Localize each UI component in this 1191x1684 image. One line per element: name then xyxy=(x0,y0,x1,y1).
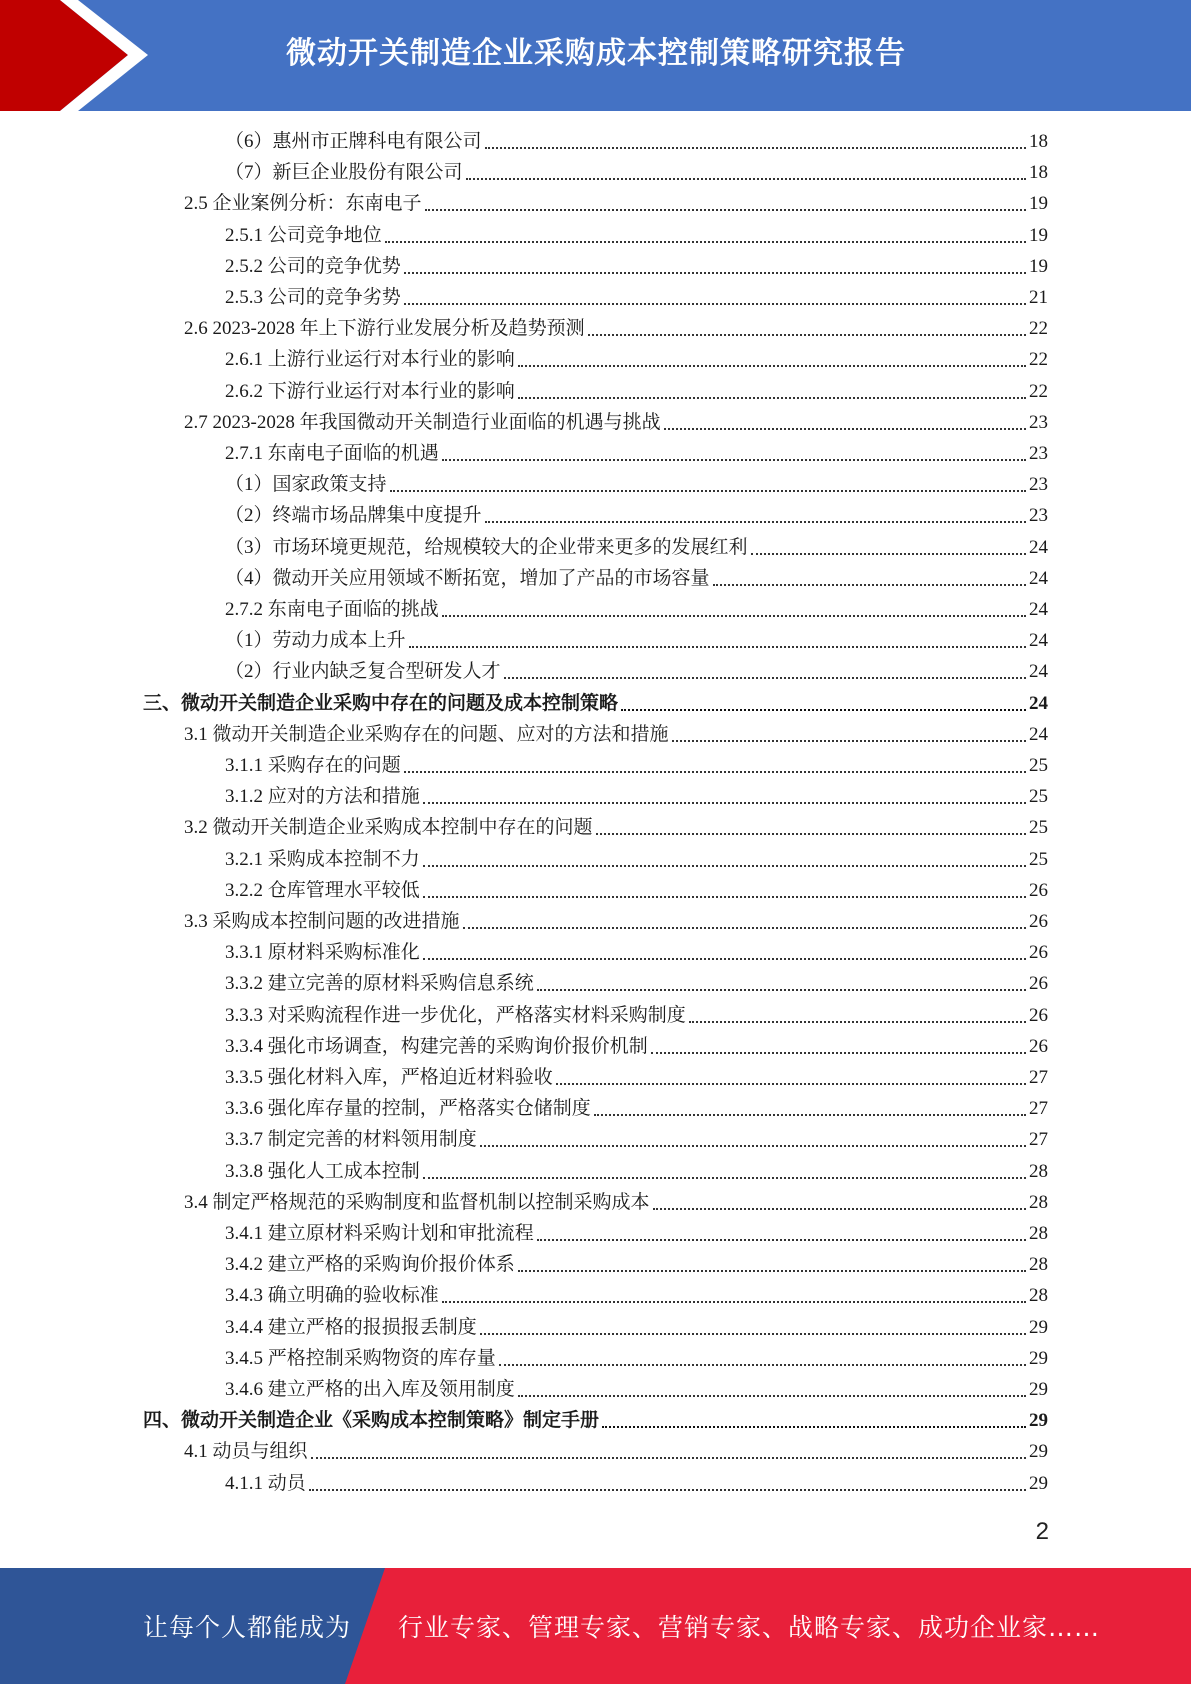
toc-entry[interactable] xyxy=(225,532,1048,563)
toc-dot-leader xyxy=(594,1113,1026,1116)
toc-dot-leader xyxy=(499,1363,1026,1366)
toc-entry-page: 21 xyxy=(1029,287,1048,308)
toc-entry-label: 4.1 动员与组织 xyxy=(184,1441,308,1462)
toc-entry[interactable] xyxy=(225,220,1048,251)
toc-entry-page: 29 xyxy=(1029,1473,1048,1494)
toc-dot-leader xyxy=(311,1456,1026,1459)
toc-entry-label: （7）新巨企业股份有限公司 xyxy=(225,162,463,183)
toc-dot-leader xyxy=(653,1207,1026,1210)
toc-entry-label: （6）惠州市正牌科电有限公司 xyxy=(225,131,482,152)
toc-entry[interactable] xyxy=(184,1187,1048,1218)
toc-entry-label: 3.3.2 建立完善的原材料采购信息系统 xyxy=(225,973,534,994)
toc-entry-label: 2.6 2023-2028 年上下游行业发展分析及趋势预测 xyxy=(184,318,585,339)
toc-entry[interactable] xyxy=(225,1312,1048,1343)
toc-entry[interactable] xyxy=(225,157,1048,188)
toc-dot-leader xyxy=(423,864,1026,867)
toc-entry-page: 26 xyxy=(1029,1036,1048,1057)
toc-entry-label: 3.4.1 建立原材料采购计划和审批流程 xyxy=(225,1223,534,1244)
toc-entry-page: 19 xyxy=(1029,225,1048,246)
toc-entry[interactable] xyxy=(225,563,1048,594)
toc-dot-leader xyxy=(423,895,1026,898)
toc-entry-label: （4）微动开关应用领域不断拓宽，增加了产品的市场容量 xyxy=(225,568,710,589)
toc-entry-label: 3.4.5 严格控制采购物资的库存量 xyxy=(225,1348,496,1369)
toc-dot-leader xyxy=(713,583,1026,586)
toc-entry-label: 2.6.1 上游行业运行对本行业的影响 xyxy=(225,349,515,370)
toc-entry-page: 27 xyxy=(1029,1129,1048,1150)
toc-entry[interactable] xyxy=(225,1000,1048,1031)
toc-entry-page: 25 xyxy=(1029,817,1048,838)
toc-dot-leader xyxy=(309,1488,1026,1491)
toc-entry[interactable] xyxy=(184,812,1048,843)
toc-entry-label: 3.3.7 制定完善的材料领用制度 xyxy=(225,1129,477,1150)
toc-dot-leader xyxy=(537,988,1026,991)
toc-entry[interactable] xyxy=(184,188,1048,219)
toc-entry-page: 26 xyxy=(1029,911,1048,932)
toc-entry-page: 25 xyxy=(1029,786,1048,807)
toc-dot-leader xyxy=(423,1176,1026,1179)
toc-entry-page: 25 xyxy=(1029,755,1048,776)
toc-entry[interactable] xyxy=(225,1062,1048,1093)
toc-dot-leader xyxy=(442,458,1026,461)
toc-entry-page: 23 xyxy=(1029,474,1048,495)
toc-entry-label: 三、微动开关制造企业采购中存在的问题及成本控制策略 xyxy=(143,693,619,714)
toc-entry-page: 24 xyxy=(1029,630,1048,651)
toc-entry-page: 24 xyxy=(1029,724,1048,745)
toc-dot-leader xyxy=(404,271,1026,274)
toc-entry-page: 19 xyxy=(1029,256,1048,277)
toc-dot-leader xyxy=(672,739,1026,742)
toc-dot-leader xyxy=(518,1269,1026,1272)
toc-entry[interactable] xyxy=(225,344,1048,375)
toc-entry[interactable] xyxy=(225,1156,1048,1187)
toc-dot-leader xyxy=(621,708,1026,711)
toc-dot-leader xyxy=(596,832,1026,835)
toc-entry[interactable] xyxy=(225,1218,1048,1249)
toc-dot-leader xyxy=(425,208,1026,211)
toc-entry-label: 3.2 微动开关制造企业采购成本控制中存在的问题 xyxy=(184,817,593,838)
toc-entry-page: 29 xyxy=(1029,1441,1048,1462)
toc-entry-label: 3.3.6 强化库存量的控制，严格落实仓储制度 xyxy=(225,1098,591,1119)
toc-entry-label: 2.5.1 公司竞争地位 xyxy=(225,225,382,246)
toc-entry-label: 3.1 微动开关制造企业采购存在的问题、应对的方法和措施 xyxy=(184,724,669,745)
toc-entry-label: 2.7.1 东南电子面临的机遇 xyxy=(225,443,439,464)
document-title: 微动开关制造企业采购成本控制策略研究报告 xyxy=(286,36,906,71)
toc-entry-label: 2.5.3 公司的竞争劣势 xyxy=(225,287,401,308)
toc-entry-label: 2.6.2 下游行业运行对本行业的影响 xyxy=(225,381,515,402)
footer-slogan-left: 让每个人都能成为 xyxy=(143,1613,352,1642)
page-number: 2 xyxy=(1035,1518,1049,1545)
toc-dot-leader xyxy=(504,676,1026,679)
toc-entry[interactable] xyxy=(225,625,1048,656)
toc-entry-page: 18 xyxy=(1029,162,1048,183)
toc-entry-page: 28 xyxy=(1029,1161,1048,1182)
toc-entry-label: （2）终端市场品牌集中度提升 xyxy=(225,505,482,526)
toc-entry[interactable] xyxy=(184,906,1048,937)
toc-entry-page: 27 xyxy=(1029,1067,1048,1088)
toc-entry[interactable] xyxy=(143,1405,1048,1436)
toc-entry[interactable] xyxy=(225,781,1048,812)
toc-entry-page: 27 xyxy=(1029,1098,1048,1119)
toc-dot-leader xyxy=(442,614,1026,617)
toc-entry-label: （3）市场环境更规范，给规模较大的企业带来更多的发展红利 xyxy=(225,537,748,558)
toc-entry-label: 四、微动开关制造企业《采购成本控制策略》制定手册 xyxy=(143,1410,600,1431)
toc-entry-page: 25 xyxy=(1029,849,1048,870)
toc-entry-label: 2.5.2 公司的竞争优势 xyxy=(225,256,401,277)
toc-entry-label: 3.3.5 强化材料入库，严格迫近材料验收 xyxy=(225,1067,553,1088)
toc-dot-leader xyxy=(442,1300,1026,1303)
toc-entry-label: （1）劳动力成本上升 xyxy=(225,630,406,651)
toc-entry[interactable] xyxy=(225,1249,1048,1280)
toc-dot-leader xyxy=(480,1144,1026,1147)
toc-dot-leader xyxy=(664,427,1026,430)
footer-slogan-right: 行业专家、管理专家、营销专家、战略专家、成功企业家…… xyxy=(398,1613,1101,1642)
toc-entry[interactable] xyxy=(143,688,1048,719)
toc-dot-leader xyxy=(751,552,1026,555)
toc-entry-label: （1）国家政策支持 xyxy=(225,474,387,495)
toc-entry-page: 23 xyxy=(1029,505,1048,526)
toc-entry-page: 23 xyxy=(1029,412,1048,433)
toc-entry-page: 28 xyxy=(1029,1192,1048,1213)
toc-entry-page: 28 xyxy=(1029,1285,1048,1306)
toc-entry-label: （2）行业内缺乏复合型研发人才 xyxy=(225,661,501,682)
toc-entry[interactable] xyxy=(184,407,1048,438)
toc-entry[interactable] xyxy=(225,875,1048,906)
toc-entry[interactable] xyxy=(225,282,1048,313)
toc-entry-page: 24 xyxy=(1029,599,1048,620)
toc-entry-page: 23 xyxy=(1029,443,1048,464)
toc-entry-label: 3.3.1 原材料采购标准化 xyxy=(225,942,420,963)
toc-entry-page: 24 xyxy=(1029,693,1048,714)
toc-dot-leader xyxy=(588,333,1026,336)
page-footer xyxy=(0,1568,1191,1684)
toc-dot-leader xyxy=(390,489,1026,492)
toc-entry-page: 28 xyxy=(1029,1254,1048,1275)
toc-entry-label: 2.5 企业案例分析：东南电子 xyxy=(184,193,422,214)
toc-entry-page: 26 xyxy=(1029,1005,1048,1026)
toc-entry-page: 18 xyxy=(1029,131,1048,152)
toc-entry[interactable] xyxy=(225,968,1048,999)
toc-entry-label: 2.7.2 东南电子面临的挑战 xyxy=(225,599,439,620)
toc-entry-page: 24 xyxy=(1029,568,1048,589)
toc-entry-label: 3.3.4 强化市场调查，构建完善的采购询价报价机制 xyxy=(225,1036,648,1057)
toc-entry[interactable] xyxy=(184,719,1048,750)
toc-entry-label: 3.4.6 建立严格的出入库及领用制度 xyxy=(225,1379,515,1400)
toc-entry-page: 28 xyxy=(1029,1223,1048,1244)
toc-dot-leader xyxy=(385,240,1026,243)
toc-entry[interactable] xyxy=(225,1280,1048,1311)
toc-entry[interactable] xyxy=(225,1468,1048,1499)
toc-entry-label: 3.4.4 建立严格的报损报丢制度 xyxy=(225,1317,477,1338)
toc-entry-label: 3.4 制定严格规范的采购制度和监督机制以控制采购成本 xyxy=(184,1192,650,1213)
toc-dot-leader xyxy=(518,1394,1026,1397)
toc-dot-leader xyxy=(480,1332,1026,1335)
toc-entry[interactable] xyxy=(225,1374,1048,1405)
toc-dot-leader xyxy=(518,396,1026,399)
toc-entry[interactable] xyxy=(225,844,1048,875)
toc-entry[interactable] xyxy=(225,594,1048,625)
toc-entry[interactable] xyxy=(225,438,1048,469)
toc-dot-leader xyxy=(602,1425,1026,1428)
toc-dot-leader xyxy=(404,770,1026,773)
toc-dot-leader xyxy=(485,146,1026,149)
toc-entry-page: 22 xyxy=(1029,318,1048,339)
toc-dot-leader xyxy=(651,1051,1026,1054)
toc-entry-page: 29 xyxy=(1029,1410,1048,1431)
toc-entry-page: 24 xyxy=(1029,537,1048,558)
toc-entry-page: 19 xyxy=(1029,193,1048,214)
toc-dot-leader xyxy=(518,364,1026,367)
toc-entry-label: 3.1.1 采购存在的问题 xyxy=(225,755,401,776)
toc-entry-label: 3.4.2 建立严格的采购询价报价体系 xyxy=(225,1254,515,1275)
toc-entry[interactable] xyxy=(225,656,1048,687)
toc-entry-label: 3.3.8 强化人工成本控制 xyxy=(225,1161,420,1182)
toc-entry[interactable] xyxy=(225,1031,1048,1062)
toc-entry-page: 22 xyxy=(1029,349,1048,370)
toc-dot-leader xyxy=(466,177,1026,180)
toc-entry[interactable] xyxy=(225,937,1048,968)
toc-entry-page: 29 xyxy=(1029,1317,1048,1338)
toc-dot-leader xyxy=(423,801,1026,804)
toc-dot-leader xyxy=(463,926,1026,929)
toc-entry-page: 26 xyxy=(1029,942,1048,963)
toc-dot-leader xyxy=(689,1020,1026,1023)
toc-entry-label: 3.2.1 采购成本控制不力 xyxy=(225,849,420,870)
toc-entry-page: 26 xyxy=(1029,880,1048,901)
toc-entry-label: 3.2.2 仓库管理水平较低 xyxy=(225,880,420,901)
toc-dot-leader xyxy=(485,520,1026,523)
toc-entry[interactable] xyxy=(225,376,1048,407)
toc-entry[interactable] xyxy=(225,1124,1048,1155)
toc-entry[interactable] xyxy=(184,1436,1048,1467)
toc-entry[interactable] xyxy=(225,1343,1048,1374)
header-arrow-shape xyxy=(0,0,160,111)
toc-entry-label: 3.4.3 确立明确的验收标准 xyxy=(225,1285,439,1306)
toc-dot-leader xyxy=(423,957,1026,960)
toc-dot-leader xyxy=(404,302,1026,305)
toc-entry-label: 4.1.1 动员 xyxy=(225,1473,306,1494)
toc-entry[interactable] xyxy=(225,251,1048,282)
toc-entry[interactable] xyxy=(184,313,1048,344)
toc-entry-page: 24 xyxy=(1029,661,1048,682)
toc-entry[interactable] xyxy=(225,1093,1048,1124)
toc-entry[interactable] xyxy=(225,126,1048,157)
toc-entry-label: 3.1.2 应对的方法和措施 xyxy=(225,786,420,807)
toc-entry[interactable] xyxy=(225,500,1048,531)
toc-entry-label: 3.3 采购成本控制问题的改进措施 xyxy=(184,911,460,932)
toc-entry-page: 22 xyxy=(1029,381,1048,402)
toc-entry-label: 2.7 2023-2028 年我国微动开关制造行业面临的机遇与挑战 xyxy=(184,412,661,433)
page-header xyxy=(0,0,1191,111)
toc-dot-leader xyxy=(537,1238,1026,1241)
toc-entry[interactable] xyxy=(225,750,1048,781)
toc-dot-leader xyxy=(556,1082,1026,1085)
toc-entry-page: 29 xyxy=(1029,1348,1048,1369)
toc-entry-label: 3.3.3 对采购流程作进一步优化，严格落实材料采购制度 xyxy=(225,1005,686,1026)
toc-dot-leader xyxy=(409,645,1026,648)
toc-entry[interactable] xyxy=(225,469,1048,500)
toc-entry-page: 29 xyxy=(1029,1379,1048,1400)
toc-entry-page: 26 xyxy=(1029,973,1048,994)
